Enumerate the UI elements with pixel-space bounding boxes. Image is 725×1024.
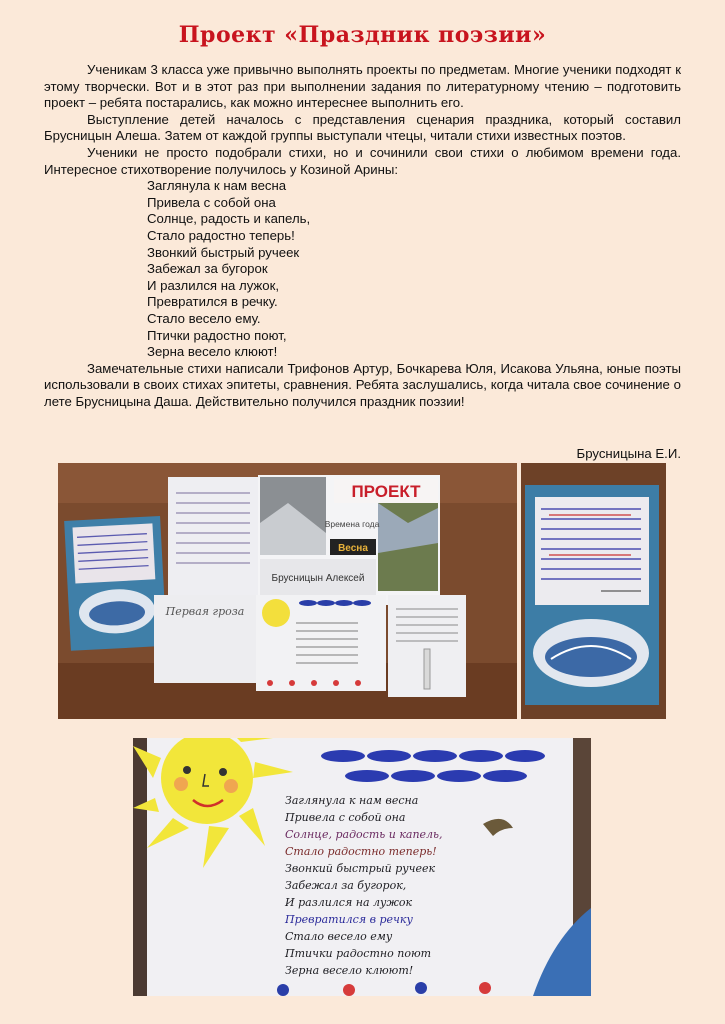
poem-line: Забежал за бугорок [147,261,268,277]
poem-line: Зерна весело клюют! [147,344,278,360]
handwritten-line: И разлился на лужок [285,896,413,909]
photo-handwritten-poem [133,738,591,996]
handwritten-line: Стало радостно теперь! [285,845,437,858]
handwritten-line: Стало весело ему [285,930,393,943]
author-label: Брусницын Алексей [271,573,365,584]
poem-line: Стало радостно теперь! [147,227,295,243]
poem-line: Превратился в речку. [147,294,278,310]
handwritten-line: Забежал за бугорок, [285,879,407,892]
poem-line: Солнце, радость и капель, [147,211,311,227]
poem-line: Привела с собой она [147,194,276,210]
project-heading: ПРОЕКТ [351,482,421,501]
poem-line: Заглянула к нам весна [147,178,287,194]
handwritten-line: Зерна весело клюют! [285,964,414,977]
photo-blue-booklet [521,463,666,719]
poem-line: И разлился на лужок, [147,277,280,293]
season-word: Весна [338,543,368,554]
paragraph-closing: Замечательные стихи написали Трифонов Артур, Бочкарева Юля, Исакова Ульяна, юные поэты использовали в своих стихах эпитеты, сравнения. Ребята заслушались, когда читала свое сочинение о лете Брусницына Даша. Действительно получился праздник поэзии! [44,360,681,409]
handwritten-line: Заглянула к нам весна [285,794,419,807]
photo-project-spread-drawing [58,463,517,719]
handwritten-line: Звонкий быстрый ручеек [285,862,436,875]
page-title: Проект «Праздник поэзии» [178,22,547,48]
handwritten-line: Превратился в речку [285,913,413,926]
photo-project-spread [58,463,517,719]
paragraph: Выступление детей началось с представления сценария праздника, который составил Брусницын Алеша. Затем от каждой группы выступали чтецы, читали стихи известных поэтов. [44,111,681,144]
handwritten-line: Солнце, радость и капель, [285,828,443,841]
handwritten-line: Птички радостно поют [285,947,432,960]
poem-line: Птички радостно поют, [147,327,287,343]
article-body [44,62,681,410]
handwritten-line: Привела с собой она [285,811,406,824]
poem [44,178,681,361]
paragraph: Ученикам 3 класса уже привычно выполнять проекты по предметам. Многие ученики подходят к этому творчески. Вот и в этот раз при выполнении задания по литературному чтению – подготовить проект – ребята постарались, как можно интереснее выполнить его. [44,62,681,111]
poem-line: Стало весело ему. [147,310,261,326]
first-page-title: Первая гроза [165,605,245,618]
signature: Брусницына Е.И. [576,446,681,461]
poem-line: Звонкий быстрый ручеек [147,244,300,260]
photo-handwritten-poem-drawing [133,738,591,996]
paragraph: Ученики не просто подобрали стихи, но и сочинили свои стихи о любимом времени года. Интересное стихотворение получилось у Козиной Арины: [44,144,681,177]
photo-blue-booklet-drawing [521,463,666,719]
season-caption: Времена года [324,519,380,529]
